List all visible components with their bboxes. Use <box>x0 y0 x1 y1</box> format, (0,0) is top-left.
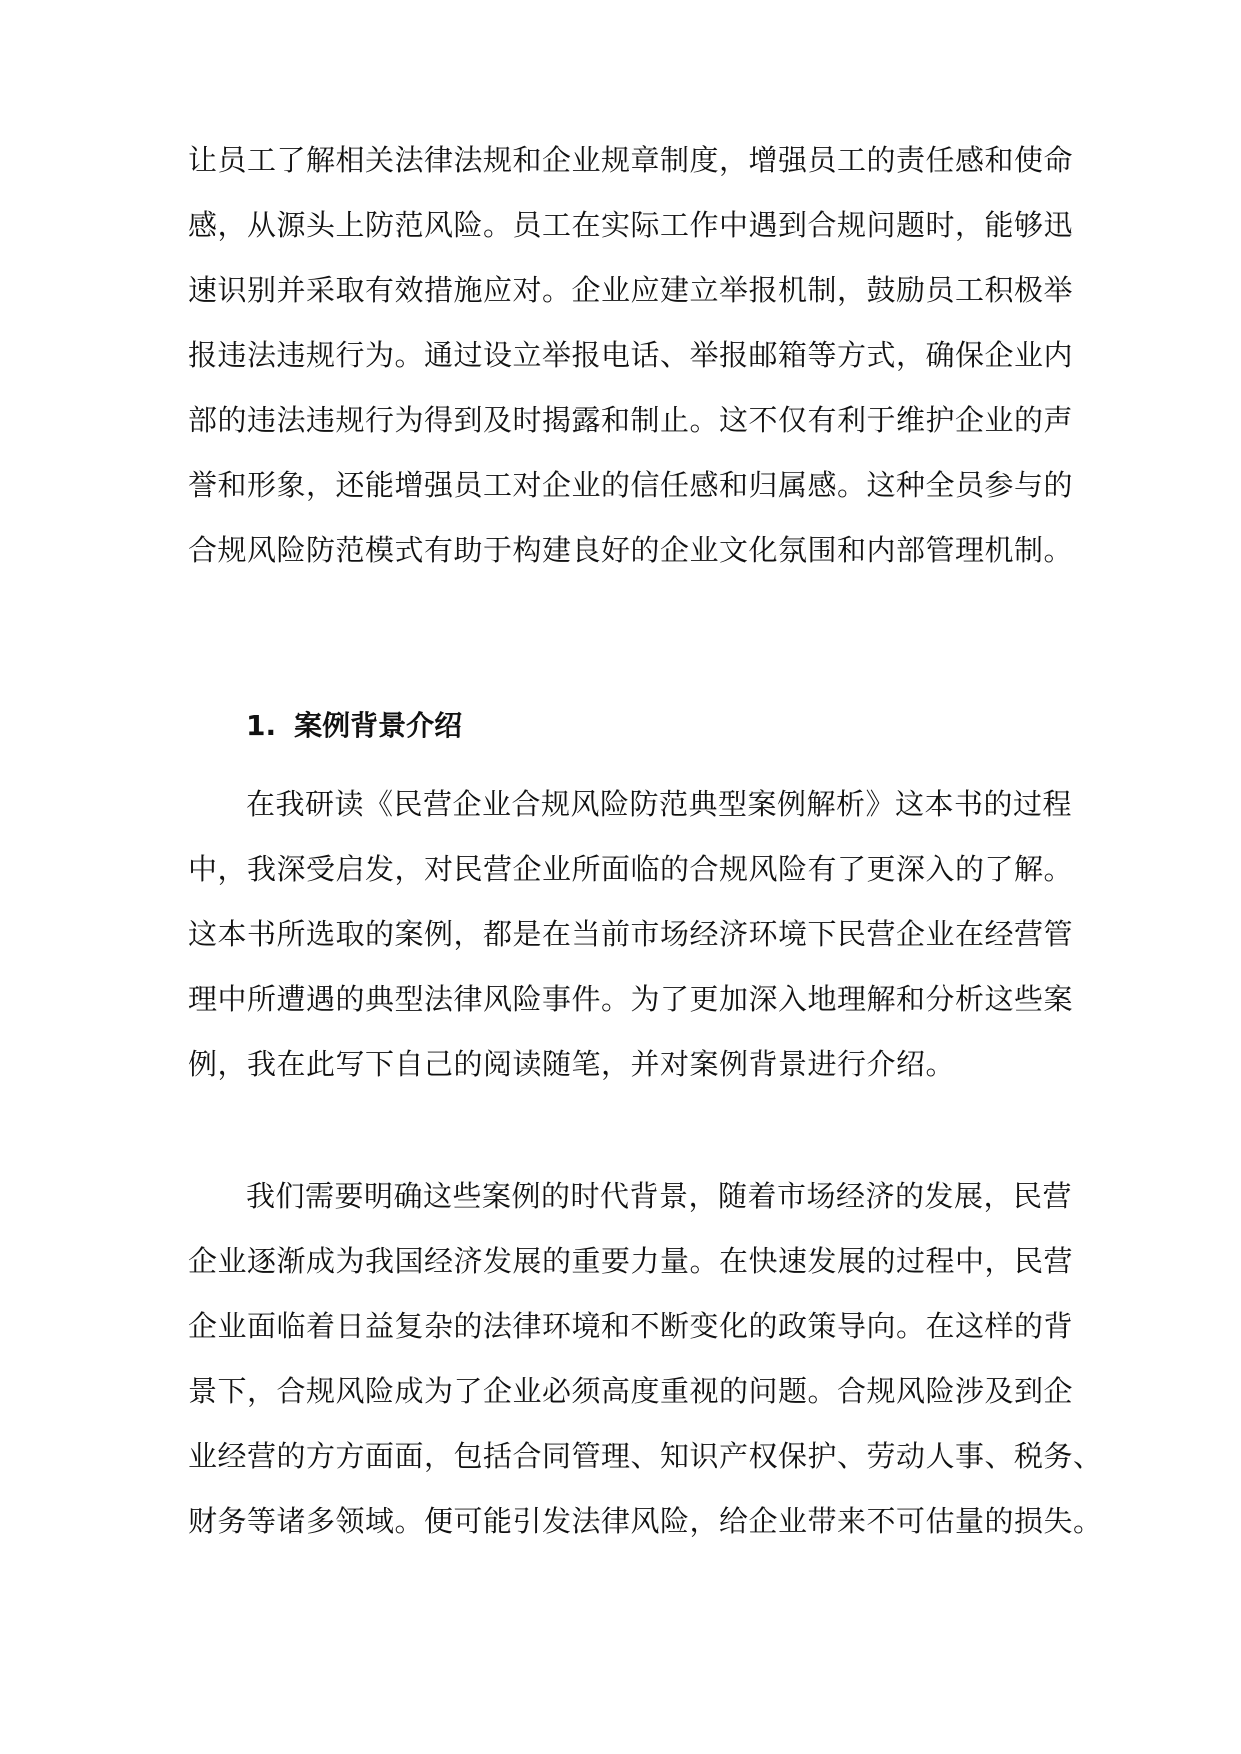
text-line: 这本书所选取的案例，都是在当前市场经济环境下民营企业在经营管 <box>188 917 1074 951</box>
text-line: 我们需要明确这些案例的时代背景，随着市场经济的发展，民营 <box>246 1179 1073 1213</box>
text-line: 誉和形象，还能增强员工对企业的信任感和归属感。这种全员参与的 <box>188 468 1074 502</box>
text-line: 在我研读《民营企业合规风险防范典型案例解析》这本书的过程 <box>246 787 1073 821</box>
text-line: 企业逐渐成为我国经济发展的重要力量。在快速发展的过程中，民营 <box>188 1244 1074 1278</box>
text-line: 速识别并采取有效措施应对。企业应建立举报机制，鼓励员工积极举 <box>188 273 1074 307</box>
text-line: 理中所遭遇的典型法律风险事件。为了更加深入地理解和分析这些案 <box>188 982 1074 1016</box>
text-line: 例，我在此写下自己的阅读随笔，并对案例背景进行介绍。 <box>188 1047 956 1081</box>
paragraph-continuation <box>188 128 1074 583</box>
text-line: 感，从源头上防范风险。员工在实际工作中遇到合规问题时，能够迅 <box>188 208 1074 242</box>
text-line: 让员工了解相关法律法规和企业规章制度，增强员工的责任感和使命 <box>188 143 1074 177</box>
text-line: 合规风险防范模式有助于构建良好的企业文化氛围和内部管理机制。 <box>188 533 1074 567</box>
text-line: 业经营的方方面面，包括合同管理、知识产权保护、劳动人事、税务、 <box>188 1439 1103 1473</box>
section-title: 案例背景介绍 <box>294 709 463 742</box>
section-number: 1. <box>246 709 277 742</box>
text-line: 部的违法违规行为得到及时揭露和制止。这不仅有利于维护企业的声 <box>188 403 1074 437</box>
paragraph-case-background <box>188 772 1074 1097</box>
text-line: 中，我深受启发，对民营企业所面临的合规风险有了更深入的了解。 <box>188 852 1074 886</box>
paragraph-era-background <box>188 1164 1103 1554</box>
text-line: 企业面临着日益复杂的法律环境和不断变化的政策导向。在这样的背 <box>188 1309 1074 1343</box>
text-line: 报违法违规行为。通过设立举报电话、举报邮箱等方式，确保企业内 <box>188 338 1074 372</box>
text-line: 景下，合规风险成为了企业必须高度重视的问题。合规风险涉及到企 <box>188 1374 1074 1408</box>
text-line: 财务等诸多领域。便可能引发法律风险，给企业带来不可估量的损失。 <box>188 1504 1103 1538</box>
section-heading <box>246 706 462 746</box>
